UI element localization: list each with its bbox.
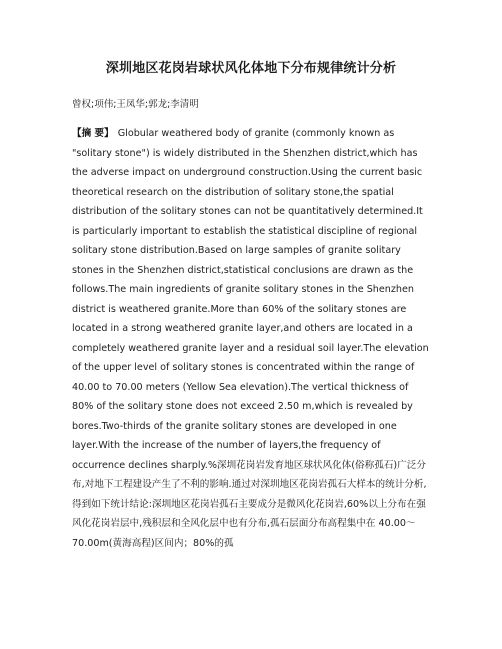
abstract-english: Globular weathered body of granite (commonly known as "solitary stone") is widely distributed in the Shenzhen district,which has the adverse impact on underground construction.Using the current basic theoretical research on the distribution of solitary stone,the spatial distribution of the solitary stones can not be quantitatively determined.It is particularly important to establish the statistical discipline of regional solitary stone distribution.Based on large samples of granite solitary stones in the Shenzhen district,statistical conclusions are drawn as the follows.The main ingredients of granite solitary stones in the Shenzhen district is weathered granite.More than 60% of the solitary stones are located in a strong weathered granite layer,and others are located in a completely weathered granite layer and a residual soil layer.The elevation of the upper level of solitary stones is concentrated within the range of 40.00 to 70.00 meters (Yellow Sea elevation).The vertical thickness of 80% of the solitary stone does not exceed 2.50 m,which is revealed by bores.Two-thirds of the granite solitary stones are developed in one layer.With the increase of the number of layers,the frequency of occurrence declines sharply. — [72, 128, 429, 471]
author-list: 曾权;项伟;王凤华;郭龙;李清明 — [72, 99, 199, 110]
abstract-chinese: %深圳花岗岩发育地区球状风化体(俗称孤石)广泛分布,对地下工程建设产生了不利的影响.通过对深圳地区花岗岩孤石大样本的统计分析,得到如下统计结论:深圳地区花岗岩孤石主要成分是微风化花岗岩,60%以上分布在强风化花岗岩层中,残积层和全风化层中也有分布,孤石层面分布高程集中在 40.00～70.00m(黄海高程)区间内；80%的孤 — [72, 459, 427, 549]
paper-title: 深圳地区花岗岩球状风化体地下分布规律统计分析 — [105, 61, 397, 76]
abstract — [72, 124, 430, 553]
abstract-label: 【摘 要】 — [72, 128, 114, 139]
